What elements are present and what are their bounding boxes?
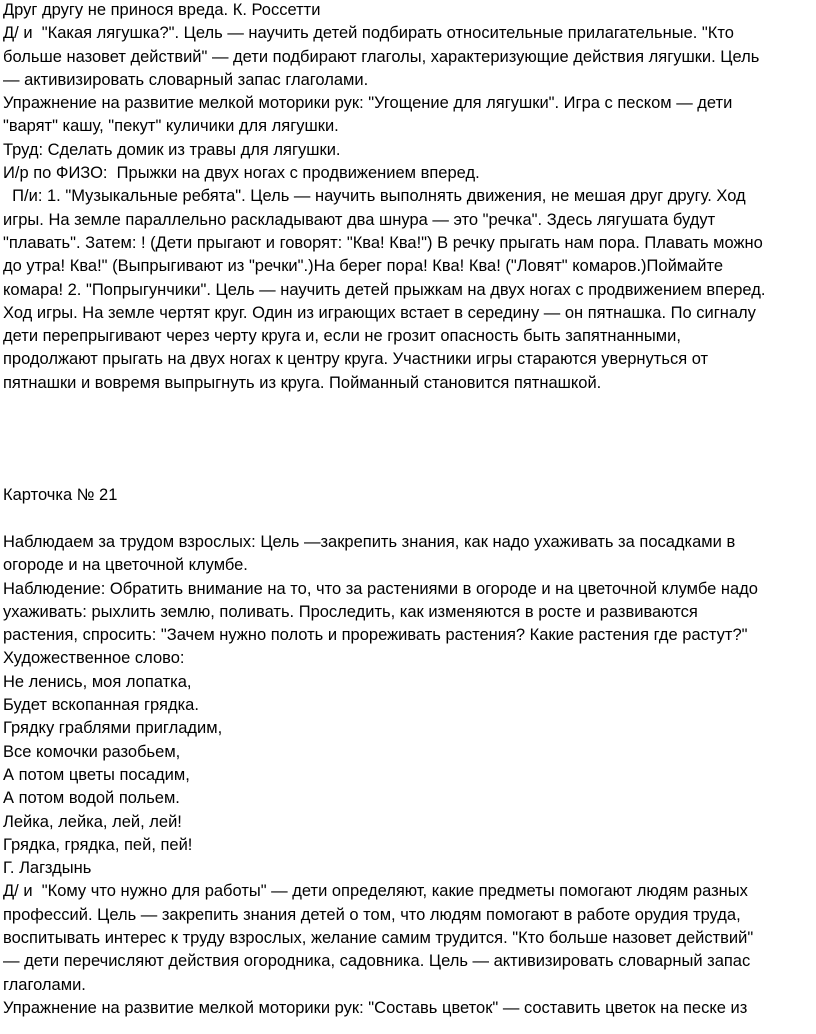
text-line: Друг другу не принося вреда. К. Россетти [3,1,321,19]
text-line: игры. На земле параллельно раскладывают два шнура — это "речка". Здесь лягушата будут [3,210,716,229]
poem-line: А потом водой польем. [3,789,180,808]
poem-line: Грядку граблями пригладим, [3,719,223,738]
card-heading [3,484,815,507]
text-line: "плавать". Затем: ! (Дети прыгают и говорят: "Ква! Ква!") В речку прыгать нам пора. Плавать можно [3,233,763,252]
text-line: глаголами. [3,975,86,994]
poem-line: А потом цветы посадим, [3,765,190,784]
text-line: Труд: Сделать домик из травы для лягушки. [3,140,341,159]
poem-line: Не ленись, моя лопатка, [3,672,192,691]
poem-line: Все комочки разобьем, [3,742,181,761]
text-line: — дети перечисляют действия огородника, садовника. Цель — активизировать словарный запас [3,952,751,971]
poem-line: Будет вскопанная грядка. [3,696,199,715]
text-line: огороде и на цветочной клумбе. [3,556,248,575]
text-line: И/р по ФИЗО: Прыжки на двух ногах с продвижением вперед. [3,164,480,183]
card-title: Карточка № 21 [3,486,118,504]
text-line: Ход игры. На земле чертят круг. Один из играющих встает в середину — он пятнашка. По сигналу [3,303,756,322]
text-line: пятнашки и вовремя выпрыгнуть из круга. Пойманный становится пятнашкой. [3,373,602,392]
text-line: профессий. Цель — закрепить знания детей о том, что людям помогают в работе орудия труда, [3,905,741,924]
text-line: комара! 2. "Попрыгунчики". Цель — научить детей прыжкам на двух ногах с продвижением вперед. [3,280,766,299]
text-line: — активизировать словарный запас глаголами. [3,70,369,89]
card-21-body [3,531,815,1020]
text-line: растения, спросить: "Зачем нужно полоть и прореживать растения? Какие растения где растут?" [3,626,748,645]
poem-line: Грядка, грядка, пей, пей! [3,835,193,854]
text-line: Упражнение на развитие мелкой моторики рук: "Составь цветок" — составить цветок на песке из [3,998,748,1017]
text-line: воспитывать интерес к труду взрослых, желание самим трудится. "Кто больше назовет действий" [3,929,754,948]
text-line: Упражнение на развитие мелкой моторики рук: "Угощение для лягушки". Игра с песком — дети [3,94,733,113]
text-line: ухаживать: рыхлить землю, поливать. Проследить, как изменяются в росте и развиваются [3,602,698,621]
text-line: "варят" кашу, "пекут" куличики для лягушки. [3,117,339,136]
poem-line: Лейка, лейка, лей, лей! [3,812,182,831]
text-line: дети перепрыгивают через черту круга и, если не грозит опасность быть запятнанными, [3,327,681,346]
text-line: Д/ и "Кому что нужно для работы" — дети определяют, какие предметы помогают людям разных [3,882,748,901]
text-line: Художественное слово: [3,649,185,668]
text-line: больше назовет действий" — дети подбирают глаголы, характеризующие действия лягушки. Цель [3,47,760,66]
card-20-continuation [3,0,815,395]
poem-author: Г. Лагздынь [3,859,92,878]
text-line: П/и: 1. "Музыкальные ребята". Цель — научить выполнять движения, не мешая друг другу. Ход [3,187,746,206]
text-line: до утра! Ква!" (Выпрыгивают из "речки".)На берег пора! Ква! Ква! ("Ловят" комаров.)Поймайте [3,257,724,276]
text-line: Наблюдение: Обратить внимание на то, что за растениями в огороде и на цветочной клумбе надо [3,579,758,598]
text-line: продолжают прыгать на двух ногах к центру круга. Участники игры стараются увернуться от [3,350,709,369]
text-line: Наблюдаем за трудом взрослых: Цель —закрепить знания, как надо ухаживать за посадками в [3,533,736,551]
text-line: Д/ и "Какая лягушка?". Цель — научить детей подбирать относительные прилагательные. "Кто [3,24,734,43]
